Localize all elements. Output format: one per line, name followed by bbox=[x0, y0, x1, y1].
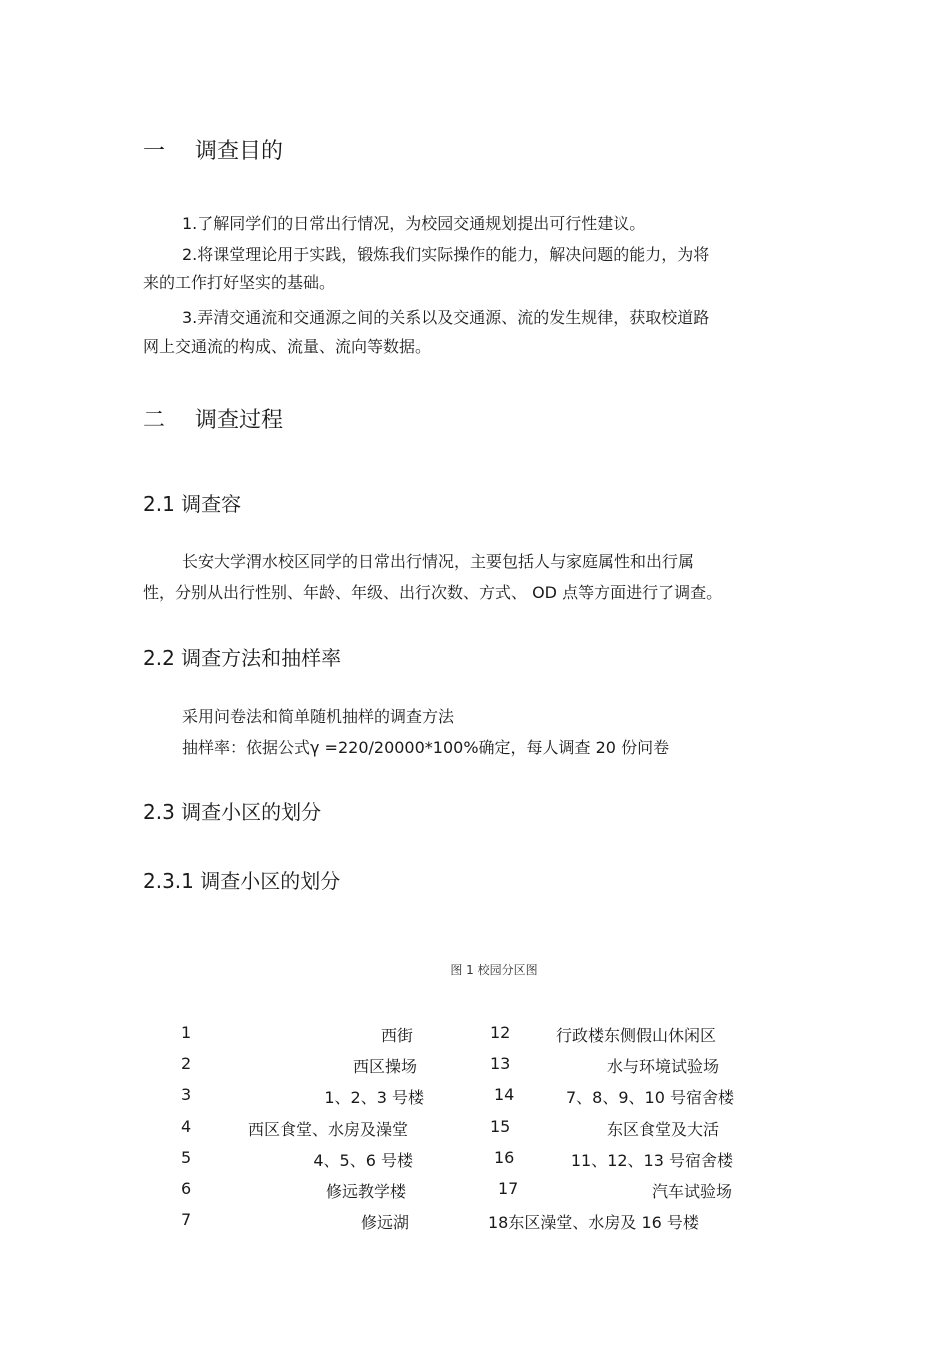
zone-name: 水与环境试验场 bbox=[606, 1057, 719, 1076]
zone-name: 东区澡堂、水房及 16 号楼 bbox=[508, 1213, 699, 1232]
zone-number: 13 bbox=[490, 1054, 511, 1073]
section-1-number: 一 bbox=[143, 139, 166, 164]
section-2-number: 二 bbox=[143, 408, 166, 433]
zone-name: 西街 bbox=[380, 1026, 413, 1045]
zone-number: 17 bbox=[498, 1179, 519, 1198]
zone-row-right bbox=[488, 1210, 699, 1233]
zone-number: 1 bbox=[181, 1023, 192, 1042]
zone-number: 2 bbox=[181, 1054, 192, 1073]
zone-name: 西区操场 bbox=[352, 1057, 417, 1076]
zone-number: 5 bbox=[181, 1148, 192, 1167]
zone-name: 4、5、6 号楼 bbox=[313, 1151, 413, 1170]
section-2-heading bbox=[143, 403, 283, 434]
subsection-2-2-heading: 2.2 调查方法和抽样率 bbox=[143, 646, 342, 670]
section-1-heading bbox=[143, 134, 283, 165]
content-para-line1: 长安大学渭水校区同学的日常出行情况，主要包括人与家庭属性和出行属 bbox=[182, 552, 695, 571]
zone-number: 15 bbox=[490, 1117, 511, 1136]
zone-number: 18 bbox=[488, 1213, 509, 1232]
subsection-2-3-1-heading: 2.3.1 调查小区的划分 bbox=[143, 869, 341, 893]
zone-number: 14 bbox=[494, 1085, 515, 1104]
zone-number: 16 bbox=[494, 1148, 515, 1167]
method-line: 采用问卷法和简单随机抽样的调查方法 bbox=[182, 707, 455, 726]
purpose-item-2-line1: 2.将课堂理论用于实践，锻炼我们实际操作的能力，解决问题的能力，为将 bbox=[182, 245, 710, 264]
zone-number: 6 bbox=[181, 1179, 192, 1198]
subsection-2-1-heading: 2.1 调查容 bbox=[143, 492, 242, 516]
purpose-item-1: 1.了解同学们的日常出行情况，为校园交通规划提出可行性建议。 bbox=[182, 214, 646, 233]
section-1-title: 调查目的 bbox=[195, 139, 284, 164]
sampling-rate-line: 抽样率：依据公式γ =220/20000*100%确定，每人调查 20 份问卷 bbox=[182, 738, 670, 757]
zone-number: 12 bbox=[490, 1023, 511, 1042]
zone-name: 11、12、13 号宿舍楼 bbox=[570, 1151, 733, 1170]
section-2-title: 调查过程 bbox=[195, 408, 284, 433]
zone-number: 7 bbox=[181, 1210, 192, 1229]
content-para-line2: 性，分别从出行性别、年龄、年级、出行次数、方式、 OD 点等方面进行了调查。 bbox=[143, 583, 723, 602]
purpose-item-3-line2: 网上交通流的构成、流量、流向等数据。 bbox=[143, 337, 432, 356]
zone-number: 3 bbox=[181, 1085, 192, 1104]
zone-name: 修远教学楼 bbox=[325, 1182, 406, 1201]
zone-name: 东区食堂及大活 bbox=[606, 1120, 719, 1139]
purpose-item-3-line1: 3.弄清交通流和交通源之间的关系以及交通源、流的发生规律，获取校道路 bbox=[182, 308, 710, 327]
zone-name: 7、8、9、10 号宿舍楼 bbox=[566, 1088, 734, 1107]
zone-name: 修远湖 bbox=[360, 1213, 409, 1232]
subsection-2-3-heading: 2.3 调查小区的划分 bbox=[143, 800, 322, 824]
zone-number: 4 bbox=[181, 1117, 192, 1136]
figure-caption: 图 1 校园分区图 bbox=[450, 963, 538, 977]
zone-name: 西区食堂、水房及澡堂 bbox=[247, 1120, 408, 1139]
zone-name: 1、2、3 号楼 bbox=[324, 1088, 424, 1107]
zone-name: 汽车试验场 bbox=[651, 1182, 732, 1201]
zone-name: 行政楼东侧假山休闲区 bbox=[555, 1026, 716, 1045]
purpose-item-2-line2: 来的工作打好坚实的基础。 bbox=[143, 273, 336, 292]
